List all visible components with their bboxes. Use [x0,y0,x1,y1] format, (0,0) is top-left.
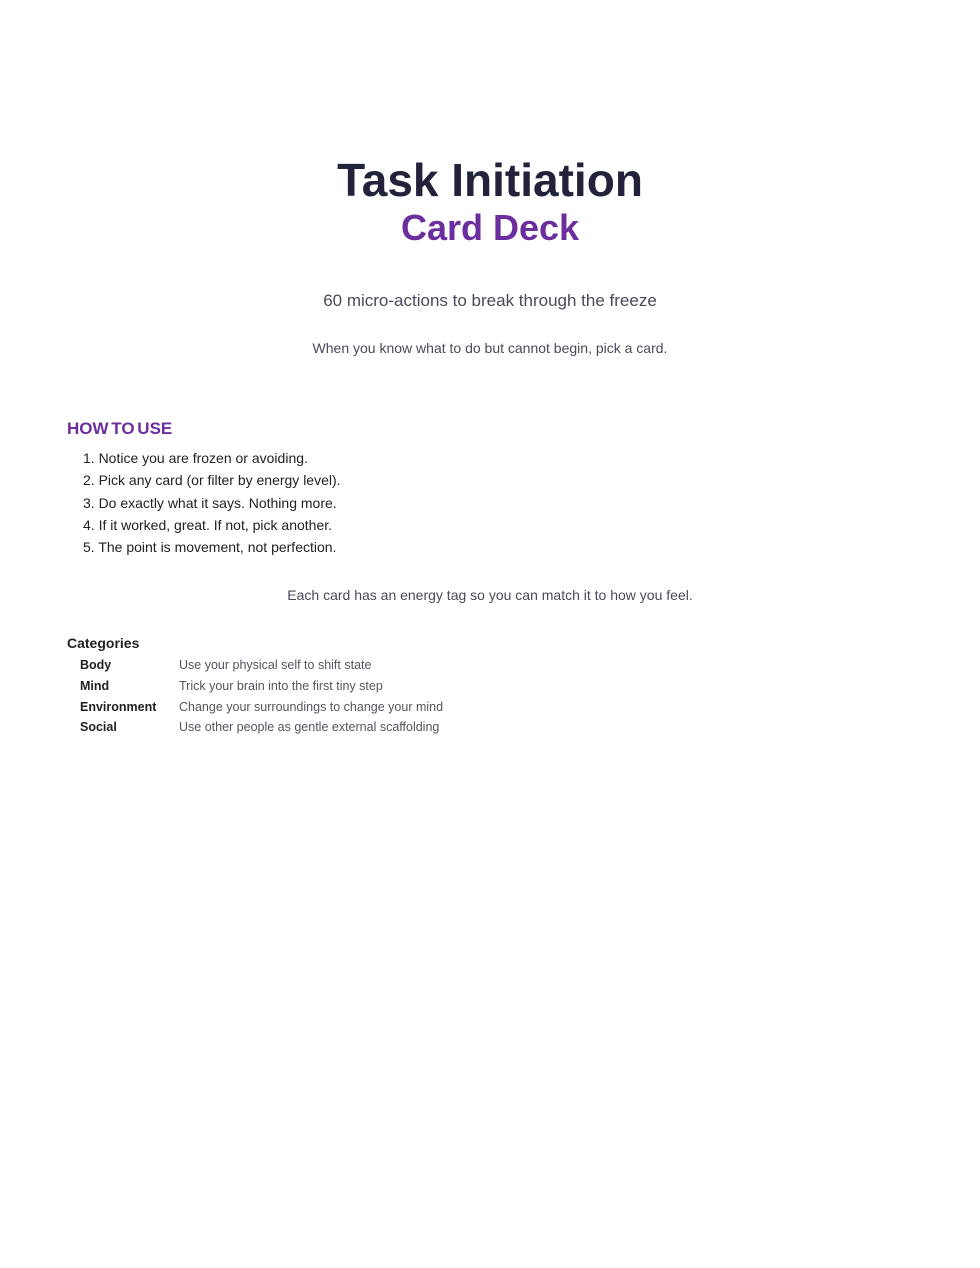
how-to-use-heading: HOW TO USE [67,419,173,438]
page-subtitle: Card Deck [400,207,580,248]
categories-table [80,655,443,738]
step-item: 5. The point is movement, not perfection. [83,539,337,556]
category-description: Use your physical self to shift state [179,658,372,673]
intro-text: When you know what to do but cannot begin, pick a card. [312,340,668,356]
step-item: 4. If it worked, great. If not, pick another. [83,516,333,533]
category-description: Trick your brain into the first tiny step [179,679,383,694]
step-item: 1. Notice you are frozen or avoiding. [83,450,308,466]
energy-note: Each card has an energy tag so you can match it to how you feel. [287,587,693,603]
category-description: Change your surroundings to change your mind [179,699,444,714]
category-name: Mind [80,679,110,694]
category-name: Social [80,720,117,735]
category-name: Environment [80,699,157,714]
step-item: 3. Do exactly what it says. Nothing more. [83,494,337,511]
category-row [80,676,443,697]
category-row [80,696,443,717]
how-to-use-steps [67,447,341,558]
category-row [80,717,443,738]
category-row [80,655,443,676]
page-title: Task Initiation [337,154,643,206]
step-item: 2. Pick any card (or filter by energy level). [83,472,341,489]
category-description: Use other people as gentle external scaffolding [179,720,440,735]
categories-heading: Categories [67,635,140,651]
category-name: Body [80,658,112,673]
tagline: 60 micro-actions to break through the freeze [323,291,657,310]
